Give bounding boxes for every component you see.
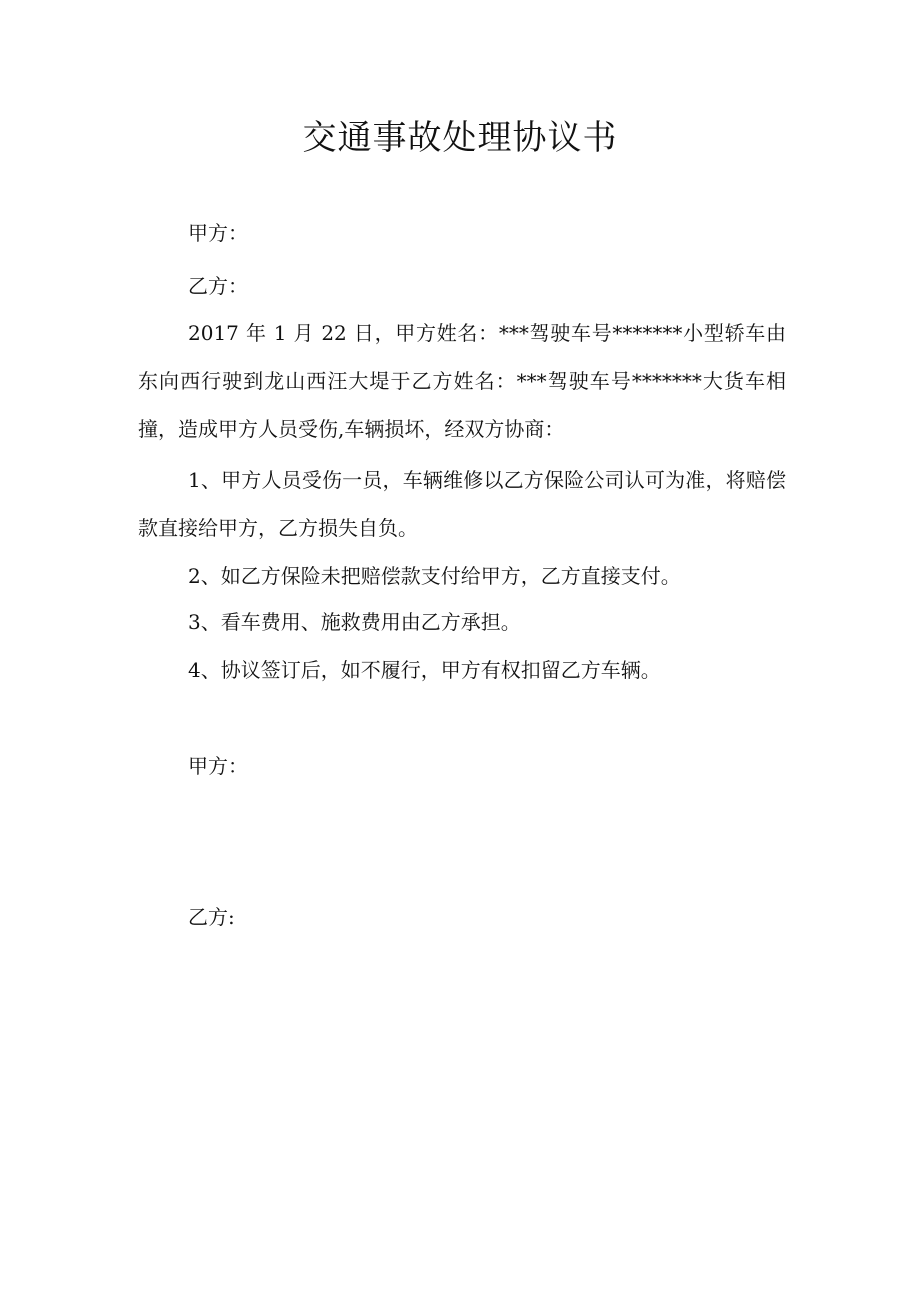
party-a-label: 甲方： [188, 221, 248, 245]
intro-paragraph: 2017 年 1 月 22 日，甲方姓名：***驾驶车号*******小型轿车由东向西行驶到龙山西汪大堤于乙方姓名：***驾驶车号*******大货车相撞，造成甲方人员受伤,车辆损坏，经双方协商： [138, 321, 786, 441]
party-b-label: 乙方： [188, 274, 248, 298]
clause-2: 2、如乙方保险未把赔偿款支付给甲方，乙方直接支付。 [188, 564, 681, 588]
document-title: 交通事故处理协议书 [302, 118, 618, 158]
clause-3: 3、看车费用、施救费用由乙方承担。 [188, 610, 521, 634]
clause-4: 4、协议签订后，如不履行，甲方有权扣留乙方车辆。 [188, 658, 661, 682]
signature-party-a: 甲方： [188, 754, 248, 778]
clause-1: 1、甲方人员受伤一员，车辆维修以乙方保险公司认可为准，将赔偿款直接给甲方，乙方损失自负。 [138, 468, 786, 540]
signature-party-b: 乙方: [188, 905, 235, 929]
